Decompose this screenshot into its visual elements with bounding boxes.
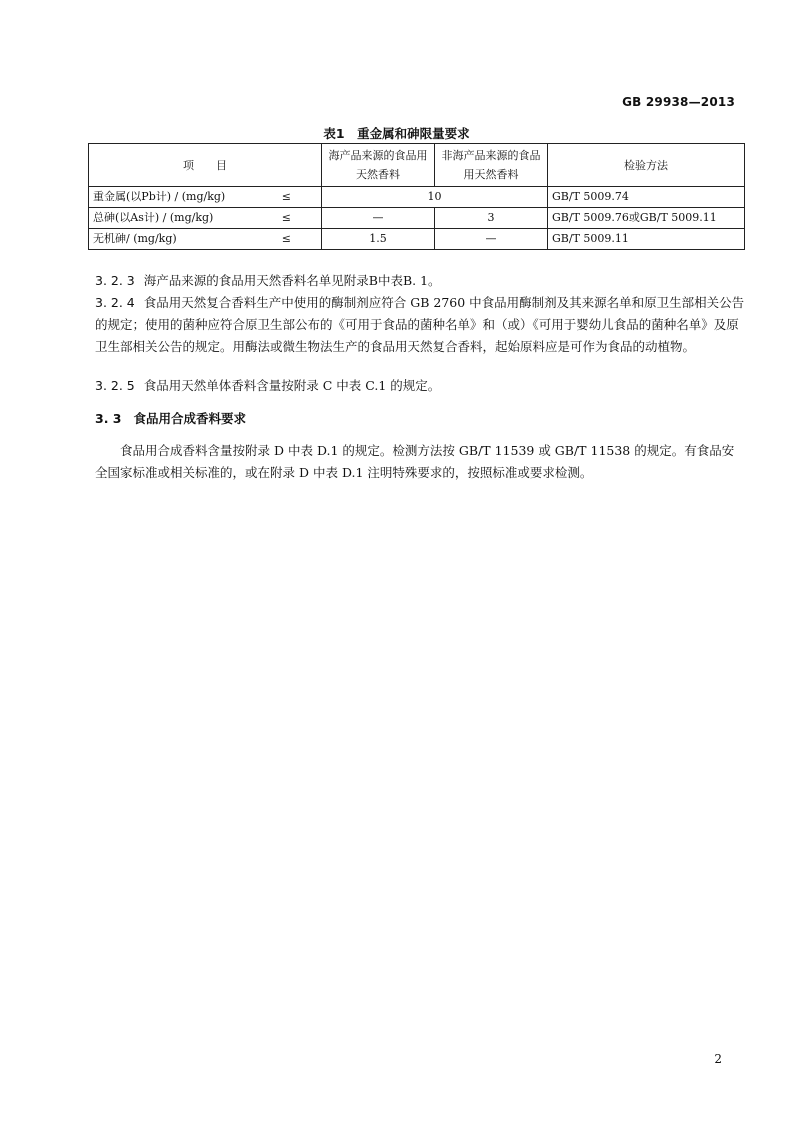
merged-value-cell: 10 (322, 187, 548, 208)
method-cell: GB/T 5009.11 (548, 229, 745, 250)
clause-3-2-3 (95, 270, 745, 292)
table-row (89, 187, 745, 208)
table-row (89, 229, 745, 250)
clause-3-2-5 (95, 375, 745, 397)
clause-number: 3. 2. 5 (95, 378, 135, 393)
standard-code: GB 29938—2013 (622, 95, 735, 109)
table-row (89, 208, 745, 229)
method-cell: GB/T 5009.76或GB/T 5009.11 (548, 208, 745, 229)
method-cell: GB/T 5009.74 (548, 187, 745, 208)
col-header-item: 项 目 (89, 144, 322, 187)
row-item-label: 无机砷/ (mg/kg) (93, 232, 177, 245)
row-item-label: 总砷(以As计) / (mg/kg) (93, 211, 214, 224)
col-header-method: 检验方法 (548, 144, 745, 187)
non-marine-value-cell: — (435, 229, 548, 250)
clause-3-2-4 (95, 292, 745, 358)
marine-value-cell: 1.5 (322, 229, 435, 250)
clause-number: 3. 2. 3 (95, 273, 135, 288)
clause-text: 海产品来源的食品用天然香料名单见附录B中表B. 1。 (143, 273, 441, 288)
row-item-cell (89, 208, 322, 229)
section-title: 食品用合成香料要求 (133, 411, 247, 426)
col-header-non-marine: 非海产品来源的食品用天然香料 (435, 144, 548, 187)
non-marine-value-cell: 3 (435, 208, 548, 229)
page-number: 2 (714, 1052, 722, 1066)
clause-text: 食品用天然单体香料含量按附录 C 中表 C.1 的规定。 (143, 378, 441, 393)
section-body: 食品用合成香料含量按附录 D 中表 D.1 的规定。检测方法按 GB/T 11539 或 GB/T 11538 的规定。有食品安全国家标准或相关标准的，或在附录 D 中表 D.1 注明特殊要求的，按照标准或要求检测。 (95, 443, 735, 480)
row-item-cell (89, 187, 322, 208)
section-heading (95, 409, 246, 427)
le-symbol: ≤ (281, 190, 291, 203)
clause-number: 3. 2. 4 (95, 295, 135, 310)
section-number: 3. 3 (95, 411, 122, 426)
row-item-label: 重金属(以Pb计) / (mg/kg) (93, 190, 226, 203)
limits-table (88, 143, 745, 250)
table-header-row (89, 144, 745, 187)
le-symbol: ≤ (281, 211, 291, 224)
row-item-cell (89, 229, 322, 250)
table-title: 表1 重金属和砷限量要求 (323, 126, 470, 141)
marine-value-cell: — (322, 208, 435, 229)
le-symbol: ≤ (281, 232, 291, 245)
col-header-marine: 海产品来源的食品用天然香料 (322, 144, 435, 187)
clause-text: 食品用天然复合香料生产中使用的酶制剂应符合 GB 2760 中食品用酶制剂及其来源名单和原卫生部相关公告的规定；使用的菌种应符合原卫生部公布的《可用于食品的菌种名单》和（或）《可用于婴幼儿食品的菌种名单》及原卫生部相关公告的规定。用酶法或微生物法生产的食品用天然复合香料，起始原料应是可作为食品的动植物。 (95, 295, 745, 354)
